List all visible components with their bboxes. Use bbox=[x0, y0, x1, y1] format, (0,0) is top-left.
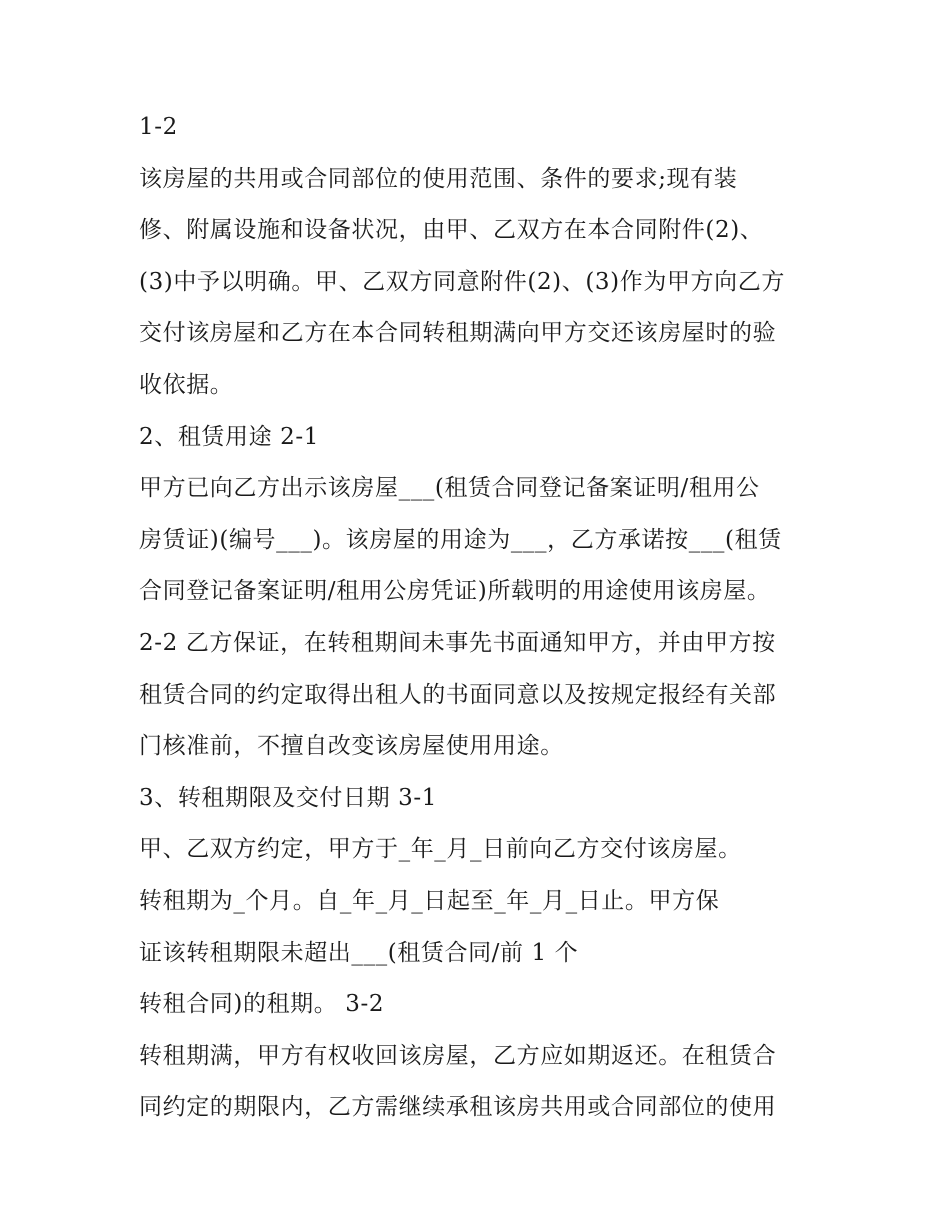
document-body bbox=[139, 106, 839, 1138]
section-heading: 2、租赁用途 2-1 bbox=[139, 423, 319, 450]
text-line: 门核准前，不擅自改变该房屋使用用途。 bbox=[139, 733, 564, 760]
section-heading: 3、转租期限及交付日期 3-1 bbox=[139, 784, 437, 811]
text-line: 修、附属设施和设备状况，由甲、乙双方在本合同附件(2)、 bbox=[139, 217, 764, 244]
text-line: 证该转租期限未超出___(租赁合同/前 1 个 bbox=[139, 939, 579, 966]
text-line: 甲、乙双方约定，甲方于_年_月_日前向乙方交付该房屋。 bbox=[139, 836, 742, 863]
text-line: 房赁证)(编号___)。该房屋的用途为___，乙方承诺按___(租赁 bbox=[139, 526, 782, 553]
text-line: 该房屋的共用或合同部位的使用范围、条件的要求;现有装 bbox=[139, 165, 738, 192]
text-line: 合同登记备案证明/租用公房凭证)所载明的用途使用该房屋。 bbox=[139, 578, 771, 605]
text-line: 收依据。 bbox=[139, 371, 234, 398]
text-line: 租赁合同的约定取得出租人的书面同意以及按规定报经有关部 bbox=[139, 681, 777, 708]
text-line: 2-2 乙方保证，在转租期间未事先书面通知甲方，并由甲方按 bbox=[139, 629, 776, 656]
text-line: (3)中予以明确。甲、乙双方同意附件(2)、(3)作为甲方向乙方 bbox=[139, 268, 785, 295]
text-line: 转租期为_个月。自_年_月_日起至_年_月_日止。甲方保 bbox=[139, 887, 720, 914]
text-line: 交付该房屋和乙方在本合同转租期满向甲方交还该房屋时的验 bbox=[139, 320, 777, 347]
text-line: 甲方已向乙方出示该房屋___(租赁合同登记备案证明/租用公 bbox=[139, 475, 760, 502]
text-line: 转租合同)的租期。 3-2 bbox=[139, 991, 385, 1018]
text-line: 同约定的期限内，乙方需继续承租该房共用或合同部位的使用 bbox=[139, 1094, 777, 1121]
text-line: 1-2 bbox=[139, 114, 178, 140]
text-line: 转租期满，甲方有权收回该房屋，乙方应如期返还。在租赁合 bbox=[139, 1042, 777, 1069]
